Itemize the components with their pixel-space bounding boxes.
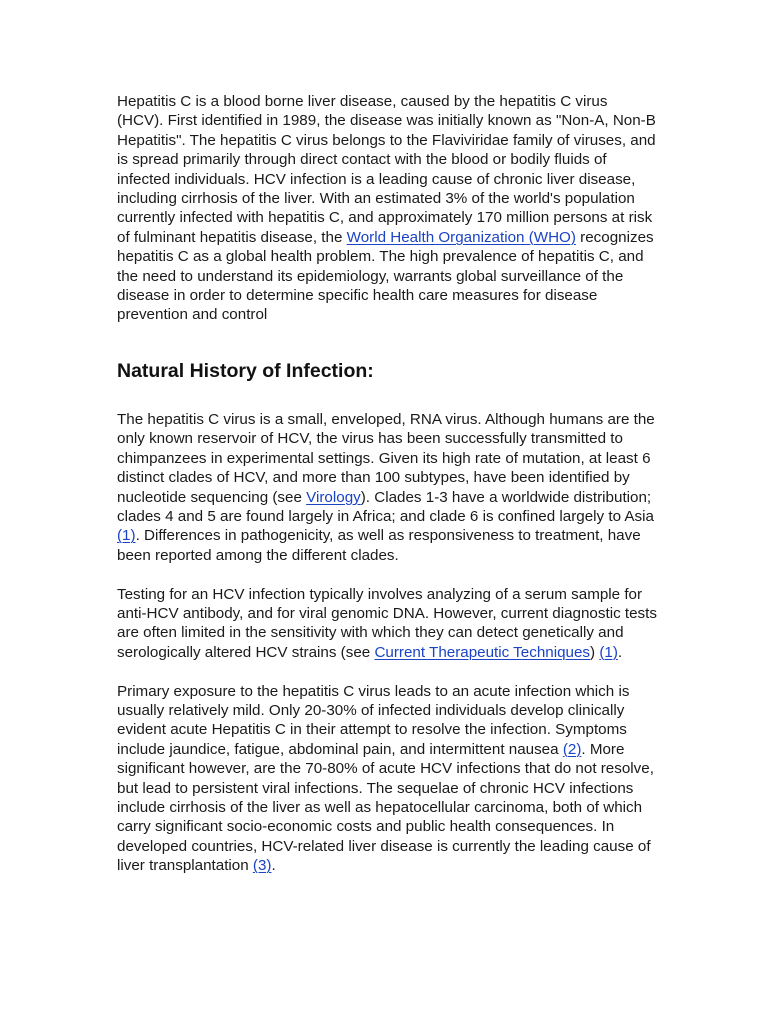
section-heading: Natural History of Infection: [117,359,374,382]
testing-text-3: . [617,643,623,661]
intro-text-1: Hepatitis C is a blood borne liver disease, caused by the hepatitis C virus (HCV). First identified in 1989, the disease was initially known as "Non-A, Non-B Hepatitis". The hepatitis C virus belongs to the Flaviviridae family of viruses, and is spread primarily through direct contact with the blood or bodily fluids of infected individuals. HCV infection is a leading cause of chronic liver disease, including cirrhosis of the liver. With an estimated 3% of the world's population currently infected with hepatitis C, and approximately 170 million persons at risk of fulminant hepatitis disease, the [117,93,656,246]
testing-text-2: ) [590,643,600,661]
reference-1-link[interactable]: (1) [117,527,136,545]
exposure-text-1: Primary exposure to the hepatitis C virus leads to an acute infection which is usually relatively mild. Only 20-30% of infected individuals develop clinically evident acute Hepatitis C in their attempt to resolve the infection. Symptoms include jaundice, fatigue, abdominal pain, and intermittent nausea [117,682,630,758]
intro-paragraph [117,92,657,325]
testing-text-1: Testing for an HCV infection typically involves analyzing of a serum sample for anti-HCV antibody, and for viral genomic DNA. However, current diagnostic tests are often limited in the sensitivity with which they can detect genetically and serologically altered HCV strains (see [117,585,657,661]
intro-text-2: recognizes hepatitis C as a global health problem. The high prevalence of hepatitis C, and the need to understand its epidemiology, warrants global surveillance of the disease in order to determine specific health care measures for disease prevention and control [117,228,654,324]
reference-1-link[interactable]: (1) [599,643,618,661]
document-page [117,92,657,876]
reference-3-link[interactable]: (3) [252,857,272,875]
reference-2-link[interactable]: (2) [562,740,582,758]
exposure-text-2: . More significant however, are the 70-80% of acute HCV infections that do not resolve, but lead to persistent viral infections. The sequelae of chronic HCV infections include cirrhosis of the liver as well as hepatocellular carcinoma, both of which carry significant socio-economic costs and public health consequences. In developed countries, HCV-related liver disease is currently the leading cause of liver transplantation [117,740,654,875]
exposure-paragraph [117,682,657,876]
virology-link[interactable]: Virology [306,488,361,506]
virus-text-3: . Differences in pathogenicity, as well as responsiveness to treatment, have been reported among the different clades. [117,527,641,564]
therapeutic-techniques-link[interactable]: Current Therapeutic Techniques [374,643,591,661]
virus-text-2: ). Clades 1-3 have a worldwide distribution; clades 4 and 5 are found largely in Africa; and clade 6 is confined largely to Asia [117,488,654,525]
virus-text-1: The hepatitis C virus is a small, enveloped, RNA virus. Although humans are the only known reservoir of HCV, the virus has been successfully transmitted to chimpanzees in experimental settings. Given its high rate of mutation, at least 6 distinct clades of HCV, and more than 100 subtypes, have been identified by nucleotide sequencing (see [117,410,655,506]
testing-paragraph [117,585,657,663]
virus-paragraph [117,410,657,565]
who-link[interactable]: World Health Organization (WHO) [346,228,576,246]
exposure-text-3: . [271,857,276,875]
